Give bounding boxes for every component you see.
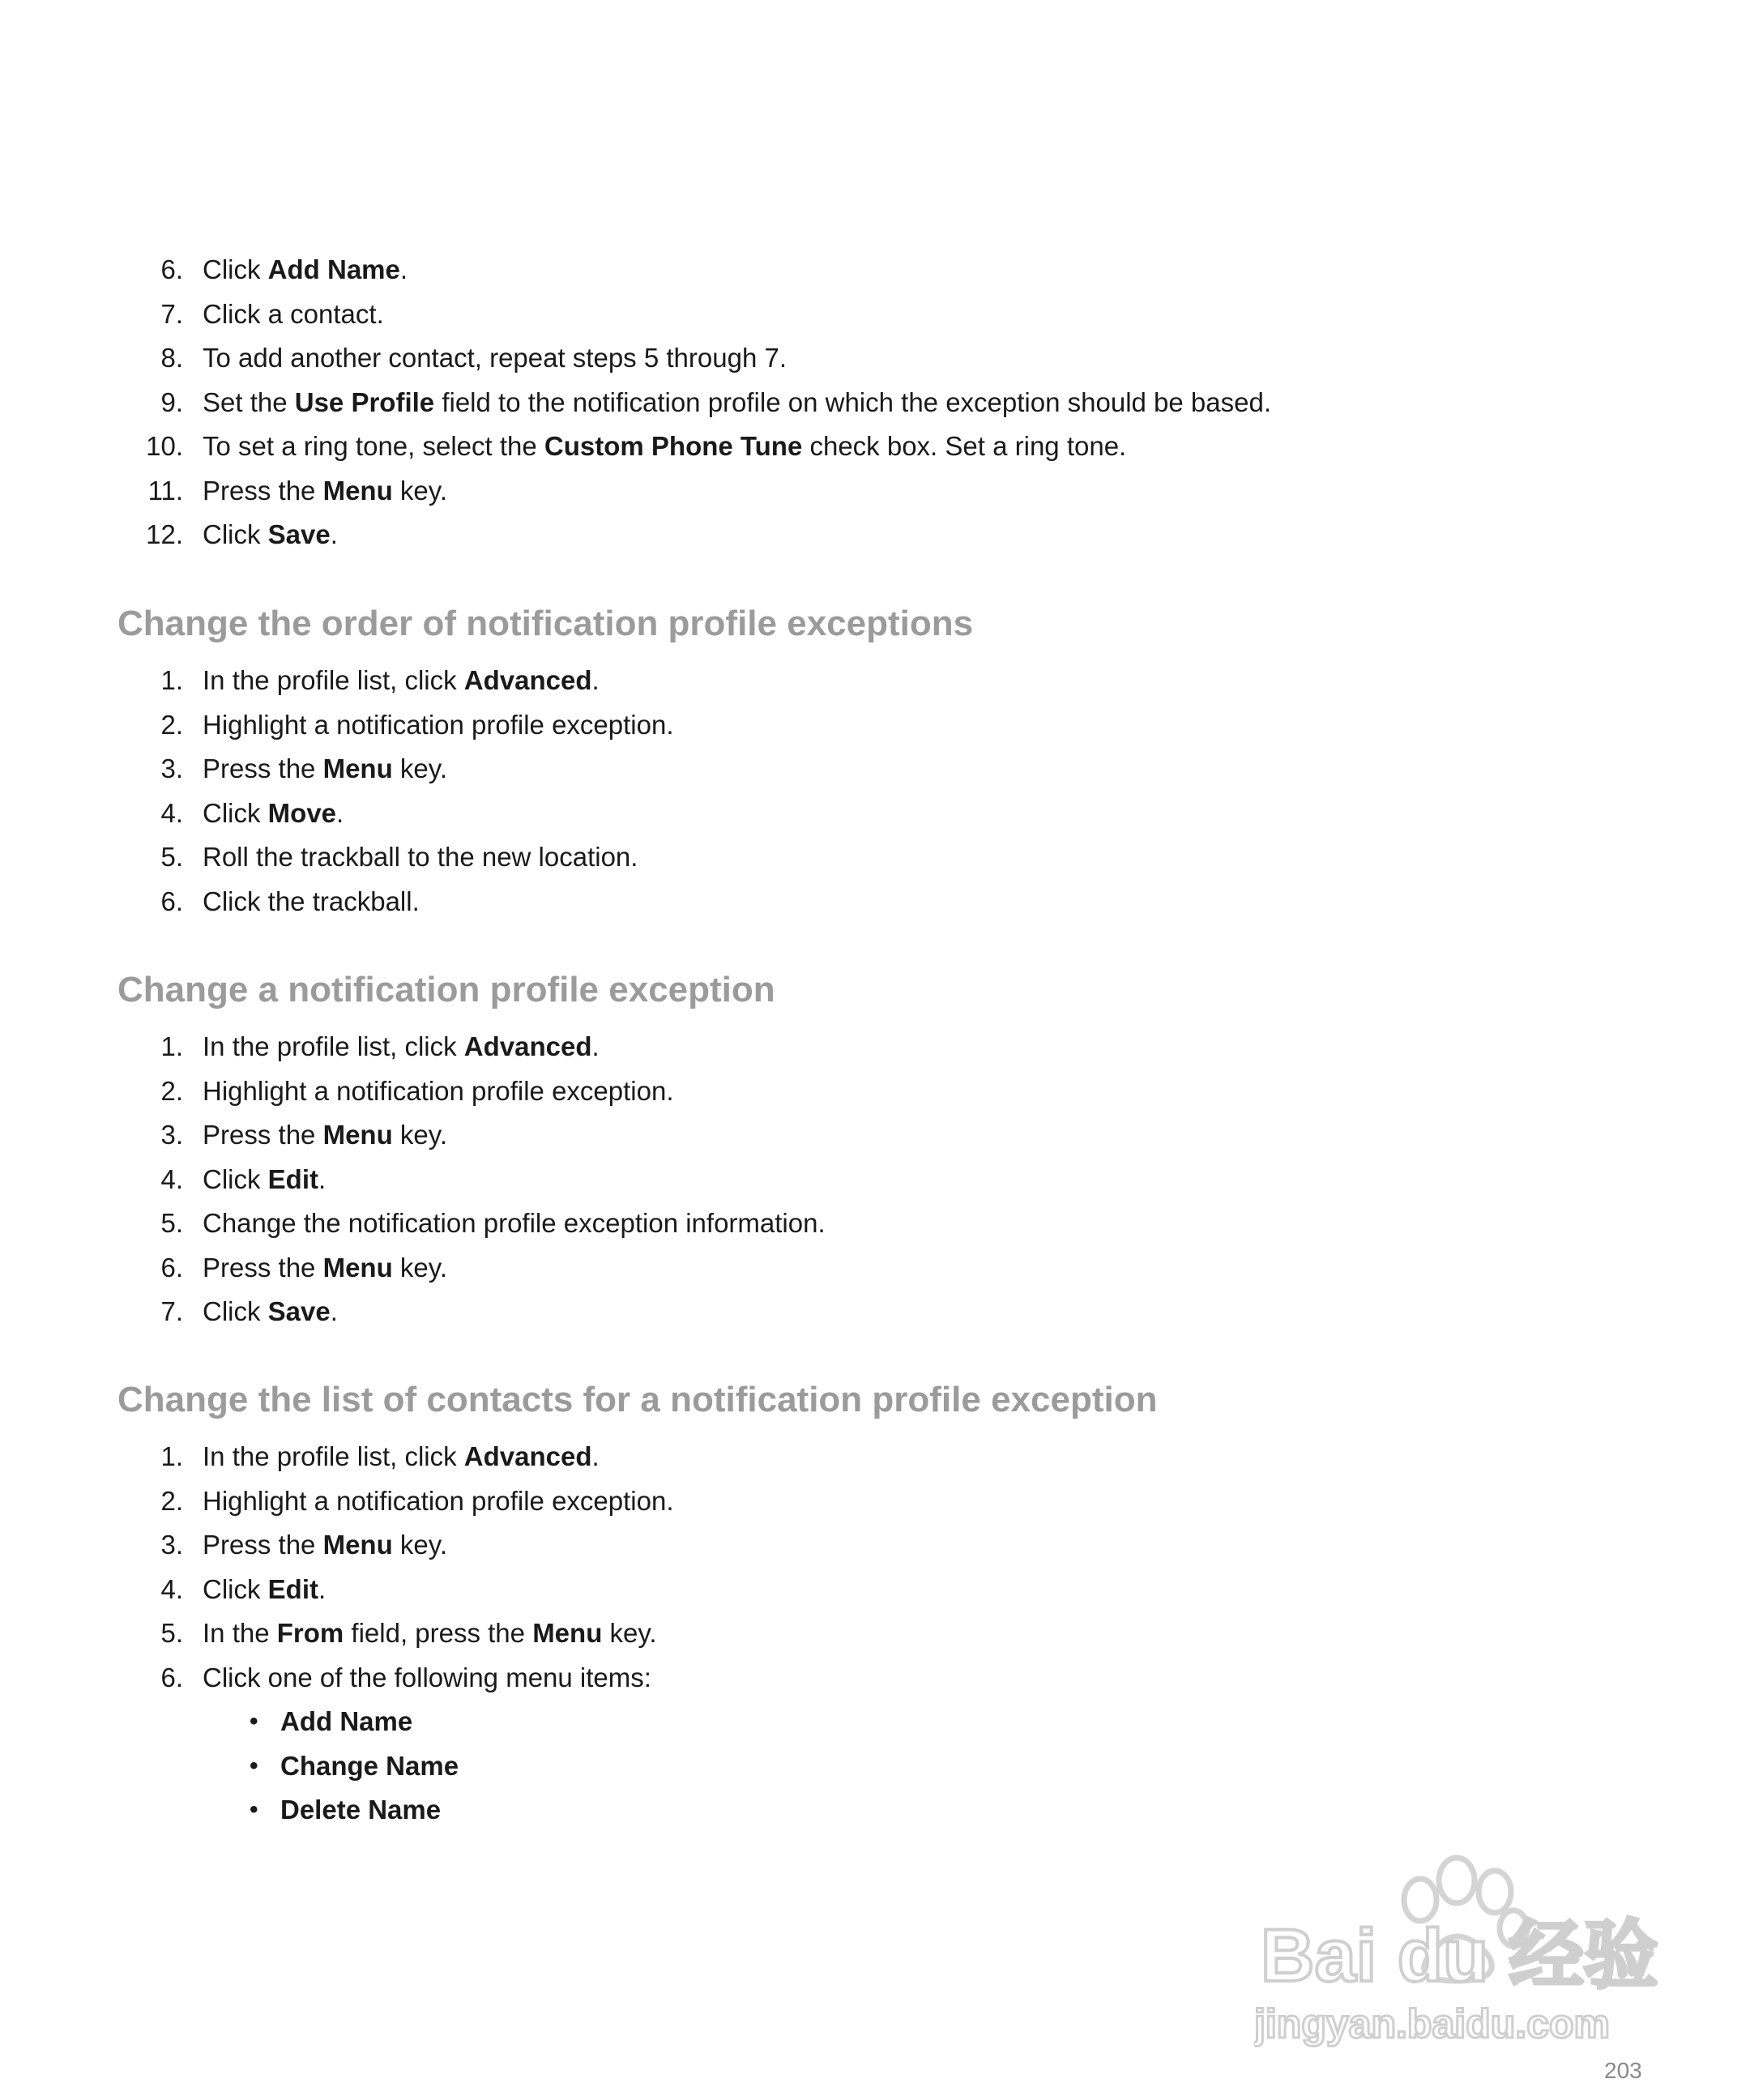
step-text-run: . xyxy=(318,1573,327,1604)
list-item xyxy=(0,1788,729,1833)
step-number: 7. xyxy=(160,1296,183,1326)
step-number: 8. xyxy=(160,343,183,373)
step-text-run: Press the xyxy=(203,1120,323,1150)
list-item xyxy=(0,1435,1539,1479)
step-text xyxy=(203,336,787,381)
list-item xyxy=(0,1479,1539,1524)
list-item xyxy=(0,1523,1539,1568)
step-text-run: . xyxy=(399,254,408,284)
list-item xyxy=(0,513,1539,557)
step-text-run: Click the trackball. xyxy=(203,886,420,916)
step-text-run: Press the xyxy=(203,1252,323,1283)
step-text xyxy=(203,1069,674,1114)
step-number: 4. xyxy=(160,797,183,828)
heading-change-exception: Change a notification profile exception xyxy=(117,970,775,1009)
list-item xyxy=(0,792,1539,836)
list-item xyxy=(0,1744,729,1789)
step-text xyxy=(203,1611,657,1656)
step-text xyxy=(203,513,338,557)
step-number: 2. xyxy=(160,1485,183,1516)
step-text xyxy=(203,659,600,703)
step-text-run: key. xyxy=(392,1120,447,1150)
step-text-run: Click one of the following menu items: xyxy=(203,1662,651,1692)
step-number: 5. xyxy=(160,1618,183,1648)
watermark-url: jingyan.baidu.com xyxy=(1254,2001,1610,2047)
step-text-run: . xyxy=(330,1296,338,1326)
step-ui-term: From xyxy=(276,1618,344,1648)
step-text-run: Change the notification profile exception information. xyxy=(203,1208,826,1238)
step-number: 7. xyxy=(160,298,183,329)
step-text-run: Click xyxy=(203,797,268,828)
step-ui-term: Add Name xyxy=(267,254,400,284)
step-text xyxy=(203,381,1271,425)
steps-list-change-contacts xyxy=(0,1435,1539,1700)
step-text xyxy=(203,1113,447,1158)
step-text xyxy=(203,1568,326,1612)
step-text-run: key. xyxy=(602,1618,657,1648)
step-ui-term: Save xyxy=(267,1296,331,1326)
step-number: 5. xyxy=(160,1208,183,1238)
list-item xyxy=(0,469,1539,514)
step-text xyxy=(203,1158,326,1202)
list-item xyxy=(0,336,1539,381)
step-text-run: Click xyxy=(203,519,268,549)
step-text xyxy=(203,1656,651,1701)
list-item xyxy=(0,381,1539,425)
list-item xyxy=(0,747,1539,792)
step-number: 9. xyxy=(160,386,183,417)
list-item xyxy=(0,1202,1539,1246)
step-text-run: Roll the trackball to the new location. xyxy=(203,842,638,872)
step-text-run: Press the xyxy=(203,475,323,506)
step-ui-term: Edit xyxy=(267,1573,318,1604)
step-text-run: key. xyxy=(392,1530,447,1560)
step-number: 12. xyxy=(146,519,183,549)
list-item xyxy=(0,1025,1539,1069)
step-text-run: . xyxy=(318,1163,327,1194)
step-number: 1. xyxy=(160,665,183,695)
step-ui-term: Menu xyxy=(532,1618,603,1648)
heading-change-order: Change the order of notification profile exceptions xyxy=(117,604,974,643)
step-text xyxy=(203,292,384,337)
step-number: 1. xyxy=(160,1441,183,1471)
step-text-run: Click xyxy=(203,1296,268,1326)
step-number: 6. xyxy=(160,254,183,284)
step-text xyxy=(203,1479,674,1524)
step-ui-term: Menu xyxy=(322,1530,393,1560)
steps-list-change-order xyxy=(0,659,1539,924)
list-item xyxy=(0,659,1539,703)
step-text xyxy=(203,703,674,748)
steps-list-continued xyxy=(0,248,1539,557)
step-text-run: In the profile list, click xyxy=(203,1441,464,1471)
step-text-run: Highlight a notification profile exception. xyxy=(203,709,674,740)
step-text-run: check box. Set a ring tone. xyxy=(802,431,1127,461)
step-text-run: . xyxy=(330,519,338,549)
step-text xyxy=(203,835,638,880)
step-number: 10. xyxy=(146,431,183,461)
menu-item-label: Delete Name xyxy=(280,1795,442,1825)
step-ui-term: Move xyxy=(267,797,337,828)
step-text-run: . xyxy=(591,1441,600,1471)
bullet-icon: • xyxy=(250,1752,258,1779)
step-ui-term: Custom Phone Tune xyxy=(544,431,803,461)
step-text xyxy=(203,747,447,792)
step-text-run: field, press the xyxy=(344,1618,533,1648)
step-number: 5. xyxy=(160,842,183,872)
list-item xyxy=(0,1069,1539,1114)
list-item xyxy=(0,1246,1539,1291)
step-text xyxy=(203,1435,600,1479)
step-text xyxy=(203,1290,338,1334)
menu-item-label: Change Name xyxy=(280,1750,459,1781)
step-ui-term: Edit xyxy=(267,1163,318,1194)
step-text xyxy=(203,1025,600,1069)
step-text-run: field to the notification profile on which the exception should be based. xyxy=(434,386,1272,417)
step-number: 3. xyxy=(160,1120,183,1150)
step-text-run: Highlight a notification profile exception. xyxy=(203,1075,674,1106)
step-text xyxy=(203,880,420,924)
list-item xyxy=(0,1568,1539,1612)
step-ui-term: Menu xyxy=(322,475,393,506)
step-text xyxy=(203,425,1126,469)
heading-change-contacts: Change the list of contacts for a notification profile exception xyxy=(117,1380,1158,1419)
list-item xyxy=(0,880,1539,924)
step-text-run: Press the xyxy=(203,1530,323,1560)
step-text-run: key. xyxy=(392,475,447,506)
step-ui-term: Advanced xyxy=(463,1441,592,1471)
step-text-run: Highlight a notification profile exception. xyxy=(203,1485,674,1516)
step-number: 3. xyxy=(160,1530,183,1560)
bullet-icon: • xyxy=(250,1796,258,1823)
step-number: 4. xyxy=(160,1163,183,1194)
step-number: 6. xyxy=(160,1662,183,1692)
step-text-run: Click xyxy=(203,254,268,284)
step-text-run: . xyxy=(591,1031,600,1061)
list-item xyxy=(0,1113,1539,1158)
step-number: 4. xyxy=(160,1573,183,1604)
list-item xyxy=(0,835,1539,880)
bullet-icon: • xyxy=(250,1708,258,1735)
step-text-run: In the profile list, click xyxy=(203,1031,464,1061)
step-text-run: To set a ring tone, select the xyxy=(203,431,544,461)
step-number: 2. xyxy=(160,1075,183,1106)
step-ui-term: Save xyxy=(267,519,331,549)
list-item xyxy=(0,248,1539,292)
step-number: 2. xyxy=(160,709,183,740)
step-ui-term: Use Profile xyxy=(294,386,435,417)
step-text xyxy=(203,469,447,514)
step-ui-term: Advanced xyxy=(463,1031,592,1061)
steps-list-change-exception xyxy=(0,1025,1539,1334)
step-text-run: Press the xyxy=(203,753,323,783)
step-number: 1. xyxy=(160,1031,183,1061)
step-text xyxy=(203,792,344,836)
step-ui-term: Menu xyxy=(322,1252,393,1283)
step-text-run: To add another contact, repeat steps 5 through 7. xyxy=(203,343,787,373)
list-item xyxy=(0,703,1539,748)
step-ui-term: Advanced xyxy=(463,665,592,695)
step-text xyxy=(203,1246,447,1291)
step-text-run: . xyxy=(336,797,344,828)
step-text xyxy=(203,1202,826,1246)
list-item xyxy=(0,1656,1539,1701)
step-text xyxy=(203,1523,447,1568)
list-item xyxy=(0,292,1539,337)
step-number: 6. xyxy=(160,1252,183,1283)
list-item xyxy=(0,1290,1539,1334)
step-text-run: Click xyxy=(203,1163,268,1194)
step-text-run: In the xyxy=(203,1618,277,1648)
page-number: 203 xyxy=(1604,2058,1642,2083)
step-ui-term: Menu xyxy=(322,753,393,783)
menu-items-list xyxy=(0,1700,729,1833)
step-number: 3. xyxy=(160,753,183,783)
step-text-run: Click a contact. xyxy=(203,298,384,329)
step-text xyxy=(203,248,408,292)
step-text-run: In the profile list, click xyxy=(203,665,464,695)
list-item xyxy=(0,425,1539,469)
list-item xyxy=(0,1611,1539,1656)
baidu-watermark xyxy=(1254,1851,1659,2050)
step-ui-term: Menu xyxy=(322,1120,393,1150)
list-item xyxy=(0,1158,1539,1202)
watermark-brand: Bai du 经验 xyxy=(1261,1914,1658,1997)
step-text-run: key. xyxy=(392,1252,447,1283)
step-text-run: Click xyxy=(203,1573,268,1604)
step-text-run: . xyxy=(591,665,600,695)
menu-item-label: Add Name xyxy=(280,1706,413,1736)
list-item xyxy=(0,1700,729,1744)
step-number: 6. xyxy=(160,886,183,916)
step-text-run: Set the xyxy=(203,386,295,417)
step-text-run: key. xyxy=(392,753,447,783)
step-number: 11. xyxy=(147,475,183,506)
